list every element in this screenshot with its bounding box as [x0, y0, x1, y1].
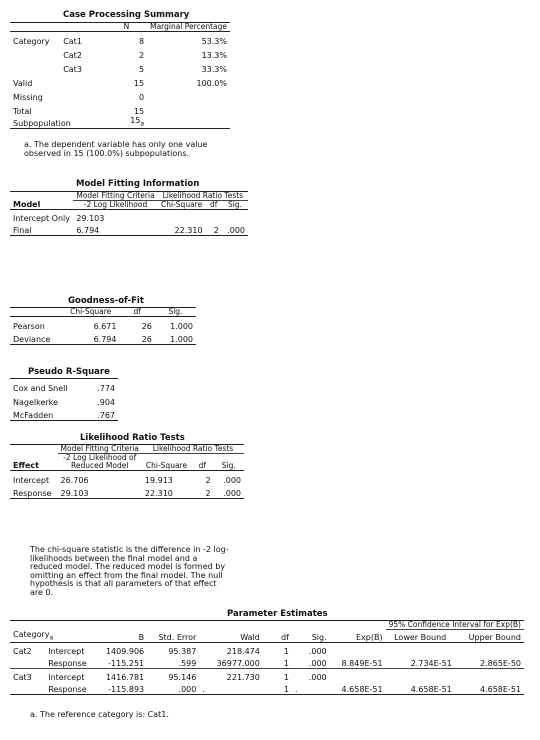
cell-b: -115.893 [98, 682, 148, 695]
cell-expb [330, 669, 386, 682]
row-category: Cat3 [13, 672, 32, 682]
cell-sig: .000 [214, 485, 244, 499]
row-label: Intercept Only [13, 213, 71, 223]
cell-chi: 22.310 [158, 223, 206, 236]
cell-lower [386, 643, 455, 656]
cell-chi: 19.913 [144, 475, 173, 485]
col-n: N [106, 23, 147, 32]
row-category: Cat2 [13, 646, 32, 656]
lrt-table [10, 444, 244, 499]
cell-df: 1 [283, 646, 289, 656]
params-title: Parameter Estimates [227, 609, 328, 619]
cell-b: 1416.781 [105, 672, 145, 682]
total-n: 15 [133, 106, 145, 116]
lr-header: Likelihood Ratio Tests [158, 192, 248, 201]
cell-se: .599 [147, 656, 199, 669]
row-label: Deviance [10, 331, 62, 345]
case-processing-footnote: a. The dependent variable has only one value observed in 15 (100.0%) subpopulations. [24, 140, 208, 158]
col-sig: Sig. [214, 454, 244, 471]
row-label: Intercept [13, 475, 50, 485]
cell-se: .000 [147, 682, 199, 695]
col-chi: Chi-Square [62, 308, 120, 317]
subpop-label: Subpopulation [10, 116, 106, 129]
cell-sig [222, 210, 248, 223]
cell-sig: .000 [308, 646, 327, 656]
cell-upper: 4.658E-51 [455, 682, 524, 695]
row-label: Pearson [13, 321, 45, 331]
cell-wald: 218.474 [226, 646, 260, 656]
row-term: Intercept [48, 672, 85, 682]
col-expb: Exp(B) [330, 630, 386, 643]
cell-expb [330, 643, 386, 656]
case-processing-table [10, 22, 230, 129]
model-fitting-title: Model Fitting Information [76, 179, 200, 189]
col-model: Model [10, 201, 73, 210]
cell-n: 5 [139, 64, 145, 74]
cell-pct: 53.3% [201, 36, 227, 46]
valid-n: 15 [133, 78, 145, 88]
cell-se: 95.387 [168, 646, 197, 656]
col-sig: Sig. [155, 308, 196, 317]
row-label: McFadden [10, 407, 84, 421]
cell-wald: . [199, 682, 263, 695]
cell-df: 2 [206, 223, 222, 236]
cell-value: .767 [84, 407, 118, 421]
cell-ll: 29.103 [58, 485, 142, 499]
cell-df: 1 [263, 656, 292, 669]
cell-value: .904 [97, 397, 115, 407]
col-category: Category [13, 630, 50, 640]
cell-chi: 22.310 [142, 485, 191, 499]
params-table [10, 620, 524, 695]
row-label: Cat2 [63, 50, 82, 60]
cell-df: 26 [119, 331, 154, 345]
footnote-marker: a [49, 635, 54, 642]
valid-label: Valid [13, 78, 33, 88]
col-upper: Upper Bound [455, 630, 524, 643]
cell-ll: 26.706 [60, 475, 89, 485]
col-ll: -2 Log Likelihood [73, 201, 157, 210]
cell-df [206, 210, 222, 223]
cell-sig: .000 [308, 672, 327, 682]
row-label: Cat3 [63, 64, 82, 74]
col-b: B [98, 630, 148, 643]
cell-sig: .000 [223, 475, 241, 485]
cell-df: 1 [283, 672, 289, 682]
cell-lower: 2.734E-51 [386, 656, 455, 669]
cell-sig: .000 [222, 223, 248, 236]
crit-header: Model Fitting Criteria [73, 192, 157, 201]
goodness-table [10, 307, 196, 345]
cell-df: 26 [141, 321, 152, 331]
col-marginal-pct: Marginal Percentage [147, 23, 230, 32]
lrt-title: Likelihood Ratio Tests [80, 433, 185, 443]
cell-lower: 4.658E-51 [386, 682, 455, 695]
valid-pct: 100.0% [196, 78, 227, 88]
missing-n: 0 [139, 92, 145, 102]
missing-label: Missing [13, 92, 43, 102]
cell-n: 8 [139, 36, 145, 46]
category-label: Category [13, 36, 50, 46]
cell-expb: 4.658E-51 [330, 682, 386, 695]
cell-ll: 6.794 [73, 223, 157, 236]
total-label: Total [13, 106, 32, 116]
goodness-title: Goodness-of-Fit [68, 296, 144, 306]
cell-chi: 6.794 [62, 331, 120, 345]
subpop-n: 15 [130, 116, 141, 126]
col-sig: Sig. [222, 201, 248, 210]
col-df: df [119, 308, 154, 317]
cell-df: 2 [205, 475, 211, 485]
row-label: Final [10, 223, 73, 236]
row-term: Response [45, 682, 97, 695]
footnote-marker: a [140, 121, 145, 128]
cell-ll: 29.103 [76, 213, 105, 223]
col-df: df [206, 201, 222, 210]
cell-chi [158, 210, 206, 223]
col-se: Std. Error [147, 630, 199, 643]
ci-header: 95% Confidence Interval for Exp(B) [386, 621, 524, 630]
cell-value: .774 [84, 379, 118, 393]
cell-upper: 2.865E-50 [455, 656, 524, 669]
lrt-footnote: The chi-square statistic is the difference in -2 log-likelihoods between the final model and a reduced model. The reduced model is formed by omitting an effect from the final model. The null hypothesis is that all parameters of that effect are 0. [30, 545, 229, 597]
cell-upper [455, 669, 524, 682]
col-df: df [263, 630, 292, 643]
cell-sig: . [292, 682, 330, 695]
case-processing-title: Case Processing Summary [63, 10, 190, 20]
row-term: Intercept [48, 646, 85, 656]
col-lower: Lower Bound [386, 630, 455, 643]
cell-df: 1 [263, 682, 292, 695]
col-ll: -2 Log Likelihood of Reduced Model [58, 454, 142, 471]
col-wald: Wald [199, 630, 263, 643]
crit-header: Model Fitting Criteria [58, 445, 142, 454]
cell-df: 2 [191, 485, 213, 499]
row-category [10, 682, 45, 695]
cell-n: 2 [139, 50, 145, 60]
params-footnote: a. The reference category is: Cat1. [30, 710, 169, 719]
cell-wald: 221.730 [226, 672, 260, 682]
pseudo-table [10, 378, 118, 421]
col-chi: Chi-Square [158, 201, 206, 210]
cell-se: 95.146 [168, 672, 197, 682]
cell-lower [386, 669, 455, 682]
col-sig: Sig. [292, 630, 330, 643]
cell-upper [455, 643, 524, 656]
lr-header: Likelihood Ratio Tests [142, 445, 244, 454]
cell-pct: 13.3% [201, 50, 227, 60]
row-label: Cox and Snell [10, 379, 84, 393]
row-category [10, 656, 45, 669]
cell-sig: 1.000 [170, 321, 193, 331]
pseudo-title: Pseudo R-Square [28, 367, 110, 377]
cell-b: 1409.906 [105, 646, 145, 656]
row-label: Cat1 [63, 36, 82, 46]
cell-pct: 33.3% [201, 64, 227, 74]
cell-b: -115.251 [98, 656, 148, 669]
row-label: Response [10, 485, 58, 499]
model-fitting-table [10, 191, 248, 236]
col-chi: Chi-Square [142, 454, 191, 471]
cell-chi: 6.671 [93, 321, 117, 331]
cell-expb: 8.849E-51 [330, 656, 386, 669]
row-label: Nagelkerke [13, 397, 58, 407]
col-df: df [191, 454, 213, 471]
col-effect: Effect [10, 454, 58, 471]
cell-wald: 36977.000 [199, 656, 263, 669]
row-term: Response [45, 656, 97, 669]
cell-sig: .000 [292, 656, 330, 669]
cell-sig: 1.000 [155, 331, 196, 345]
